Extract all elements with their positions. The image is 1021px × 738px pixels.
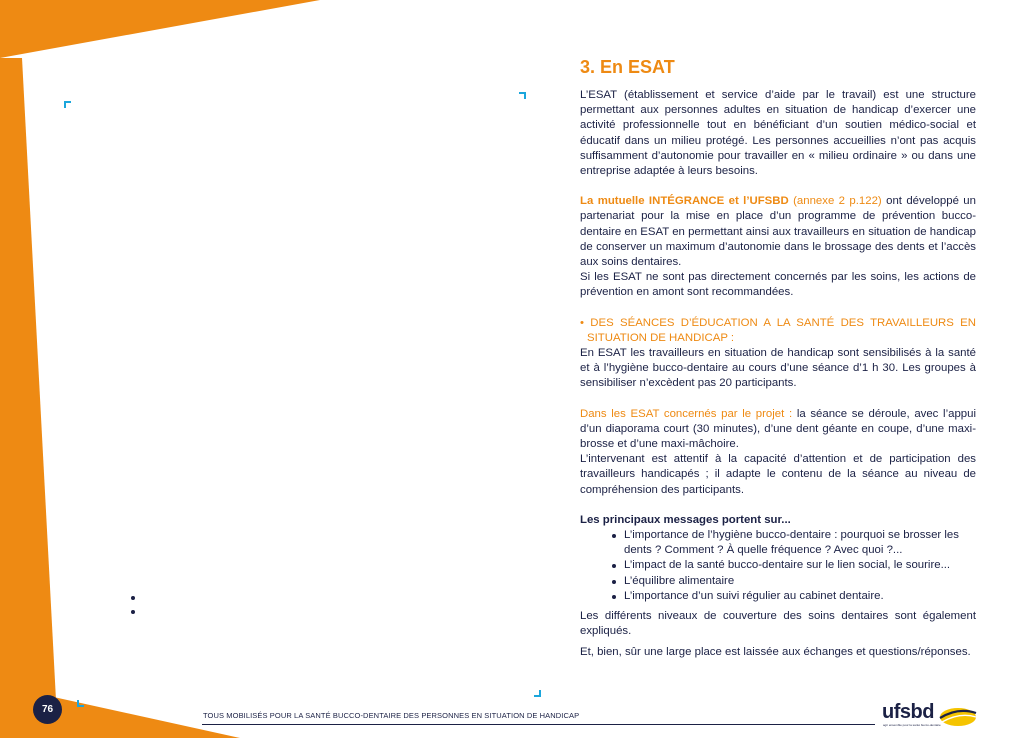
list-item: L’impact de la santé bucco-dentaire sur le lien social, le sourire... <box>612 558 976 573</box>
logo-wordmark: ufsbd <box>882 701 934 723</box>
prevention-note: Si les ESAT ne sont pas directement concernés par les soins, les actions de prévention en amont sont recommandées. <box>580 271 976 299</box>
closing-paragraph: Et, bien, sûr une large place est laissée aux échanges et questions/réponses. <box>580 645 971 658</box>
list-item: L’équilibre alimentaire <box>612 574 976 589</box>
sessions-subheading: • DES SÉANCES D’ÉDUCATION A LA SANTÉ DES TRAVAILLEURS EN SITUATION DE HANDICAP : <box>580 316 976 344</box>
carousel-dot-1[interactable] <box>131 596 135 600</box>
image-frame-corner-bottom-left <box>77 700 84 707</box>
project-paragraph <box>580 407 976 453</box>
partner-text: ont développé un partenariat pour la mise en place d’un programme de prévention bucco-dentaire en ESAT en permettant ainsi aux travailleurs en situation de handicap de conserver un maximum d’autonomie dans le brossage des dents et l’accès aux soins dentaires. <box>580 195 976 269</box>
orange-top-band <box>0 0 320 58</box>
image-frame-corner-top-left <box>64 101 71 108</box>
list-item: L’importance de l’hygiène bucco-dentaire : pourquoi se brosser les dents ? Comment ? À quelle fréquence ? Avec quoi ?... <box>612 528 976 558</box>
partner-annex-ref: (annexe 2 p.122) <box>788 195 887 208</box>
footer-title: TOUS MOBILISÉS POUR LA SANTÉ BUCCO-DENTAIRE DES PERSONNES EN SITUATION DE HANDICAP <box>203 711 580 720</box>
logo-tagline: agir ensemble pour la santé bucco-dentaire <box>883 723 941 727</box>
partner-lead: La mutuelle INTÉGRANCE et l’UFSBD <box>580 195 789 208</box>
intro-paragraph: L’ESAT (établissement et service d’aide par le travail) est une structure permettant aux personnes adultes en situation de handicap d’exercer une activité professionnelle tout en bénéficiant d’un soutien médico-social et éducatif dans un milieu protégé. Les personnes accueillies n’ont pas acquis suffisamment d’autonomie pour travailler en « milieu ordinaire » ou dans une entreprise adaptée à leurs besoins. <box>580 89 976 178</box>
list-item: L’importance d’un suivi régulier au cabinet dentaire. <box>612 589 976 604</box>
footer-rule <box>202 724 875 725</box>
speaker-paragraph: L’intervenant est attentif à la capacité d’attention et de participation des travailleurs handicapés ; il adapte le contenu de la séance au niveau de compréhension des participants. <box>580 453 976 496</box>
messages-title: Les principaux messages portent sur... <box>580 513 791 526</box>
section-content <box>580 56 976 660</box>
page-number-badge: 76 <box>33 695 62 724</box>
image-frame-corner-bottom-right <box>534 690 541 697</box>
carousel-dot-2[interactable] <box>131 610 135 614</box>
partner-paragraph <box>580 194 976 270</box>
coverage-paragraph: Les différents niveaux de couverture des soins dentaires sont également expliqués. <box>580 610 976 638</box>
project-lead: Dans les ESAT concernés par le projet : <box>580 407 793 420</box>
image-frame-corner-top-right <box>519 92 526 99</box>
sessions-paragraph: En ESAT les travailleurs en situation de handicap sont sensibilisés à la santé et à l’hygiène bucco-dentaire au cours d’une séance d’1 h 30. Les groupes à sensibiliser n’excèdent pas 20 participants. <box>580 347 976 390</box>
messages-list <box>580 528 976 604</box>
ufsbd-logo <box>882 701 978 731</box>
orange-left-band <box>0 58 58 738</box>
project-text: la séance se déroule, avec l’appui d’un diaporama court (30 minutes), d’une dent géante en coupe, d’une maxi-brosse et d’une maxi-mâchoire. <box>580 407 976 451</box>
section-title: 3. En ESAT <box>580 57 675 77</box>
logo-swoosh-icon <box>938 703 978 729</box>
